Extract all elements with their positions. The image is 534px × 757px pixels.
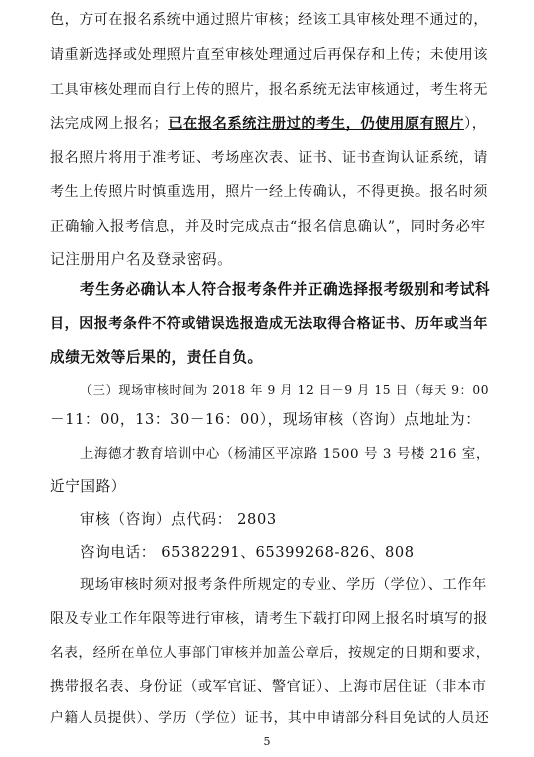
text-line: 请重新选择或处理照片直至审核处理通过后再保存和上传；未使用该 <box>50 47 488 63</box>
text-line: 工具审核处理而自行上传的照片，报名系统无法审核通过，考生将无 <box>50 82 488 98</box>
address-line: 上海德才教育培训中心（杨浦区平凉路 1500 号 3 号楼 216 室， <box>80 447 490 462</box>
code-line: 审核（咨询）点代码： 2803 <box>80 511 277 528</box>
page-number: 5 <box>263 735 271 748</box>
text-line: 户籍人员提供）、学历（学位）证书，其中申请部分科目免试的人员还 <box>50 710 490 726</box>
address-line: 近宁国路） <box>50 478 126 495</box>
bold-text-line: 目，因报考条件不符或错误选报造成无法取得合格证书、历年或当年 <box>50 316 488 332</box>
emphasis-underlined-text: 已在报名系统注册过的考生，仍使用原有照片 <box>168 116 465 132</box>
bold-text-line: 考生务必确认本人符合报考条件并正确选择报考级别和考试科 <box>80 281 491 298</box>
text-line: 名表，经所在单位人事部门审核并加盖公章后，按规定的日期和要求， <box>50 645 491 661</box>
text-line: 正确输入报考信息，并及时完成点击“报名信息确认”，同时务必牢 <box>50 219 486 235</box>
text-line <box>50 114 490 134</box>
text-line: 色，方可在报名系统中通过照片审核；经该工具审核处理不通过的， <box>50 12 488 28</box>
phone-line: 咨询电话： 65382291、65399268-826、808 <box>80 544 415 561</box>
text-line: 现场审核时须对报考条件所规定的专业、学历（学位）、工作年 <box>80 577 487 593</box>
text-line: （三）现场审核时间为 2018 年 9 月 12 日－9 月 15 日（每天 9：00 <box>80 383 490 397</box>
text-line: 记注册用户名及登录密码。 <box>50 251 233 268</box>
text-span: 法完成网上报名； <box>50 116 169 132</box>
bold-text-line: 成绩无效等后果的，责任自负。 <box>50 349 263 366</box>
text-line: 考生上传照片时慎重选用，照片一经上传确认，不得更换。报名时须 <box>50 184 488 200</box>
text-line: 限及专业工作年限等进行审核，请考生下载打印网上报名时填写的报 <box>50 611 488 627</box>
text-span: ）， <box>464 116 487 132</box>
text-line: 报名照片将用于准考证、考场座次表、证书、证书查询认证系统，请 <box>50 150 488 166</box>
text-line: 携带报名表、身份证（或军官证、警官证）、上海市居住证（非本市 <box>50 679 487 695</box>
text-line: －11：00，13：30－16：00），现场审核（咨询）点地址为： <box>50 411 481 428</box>
